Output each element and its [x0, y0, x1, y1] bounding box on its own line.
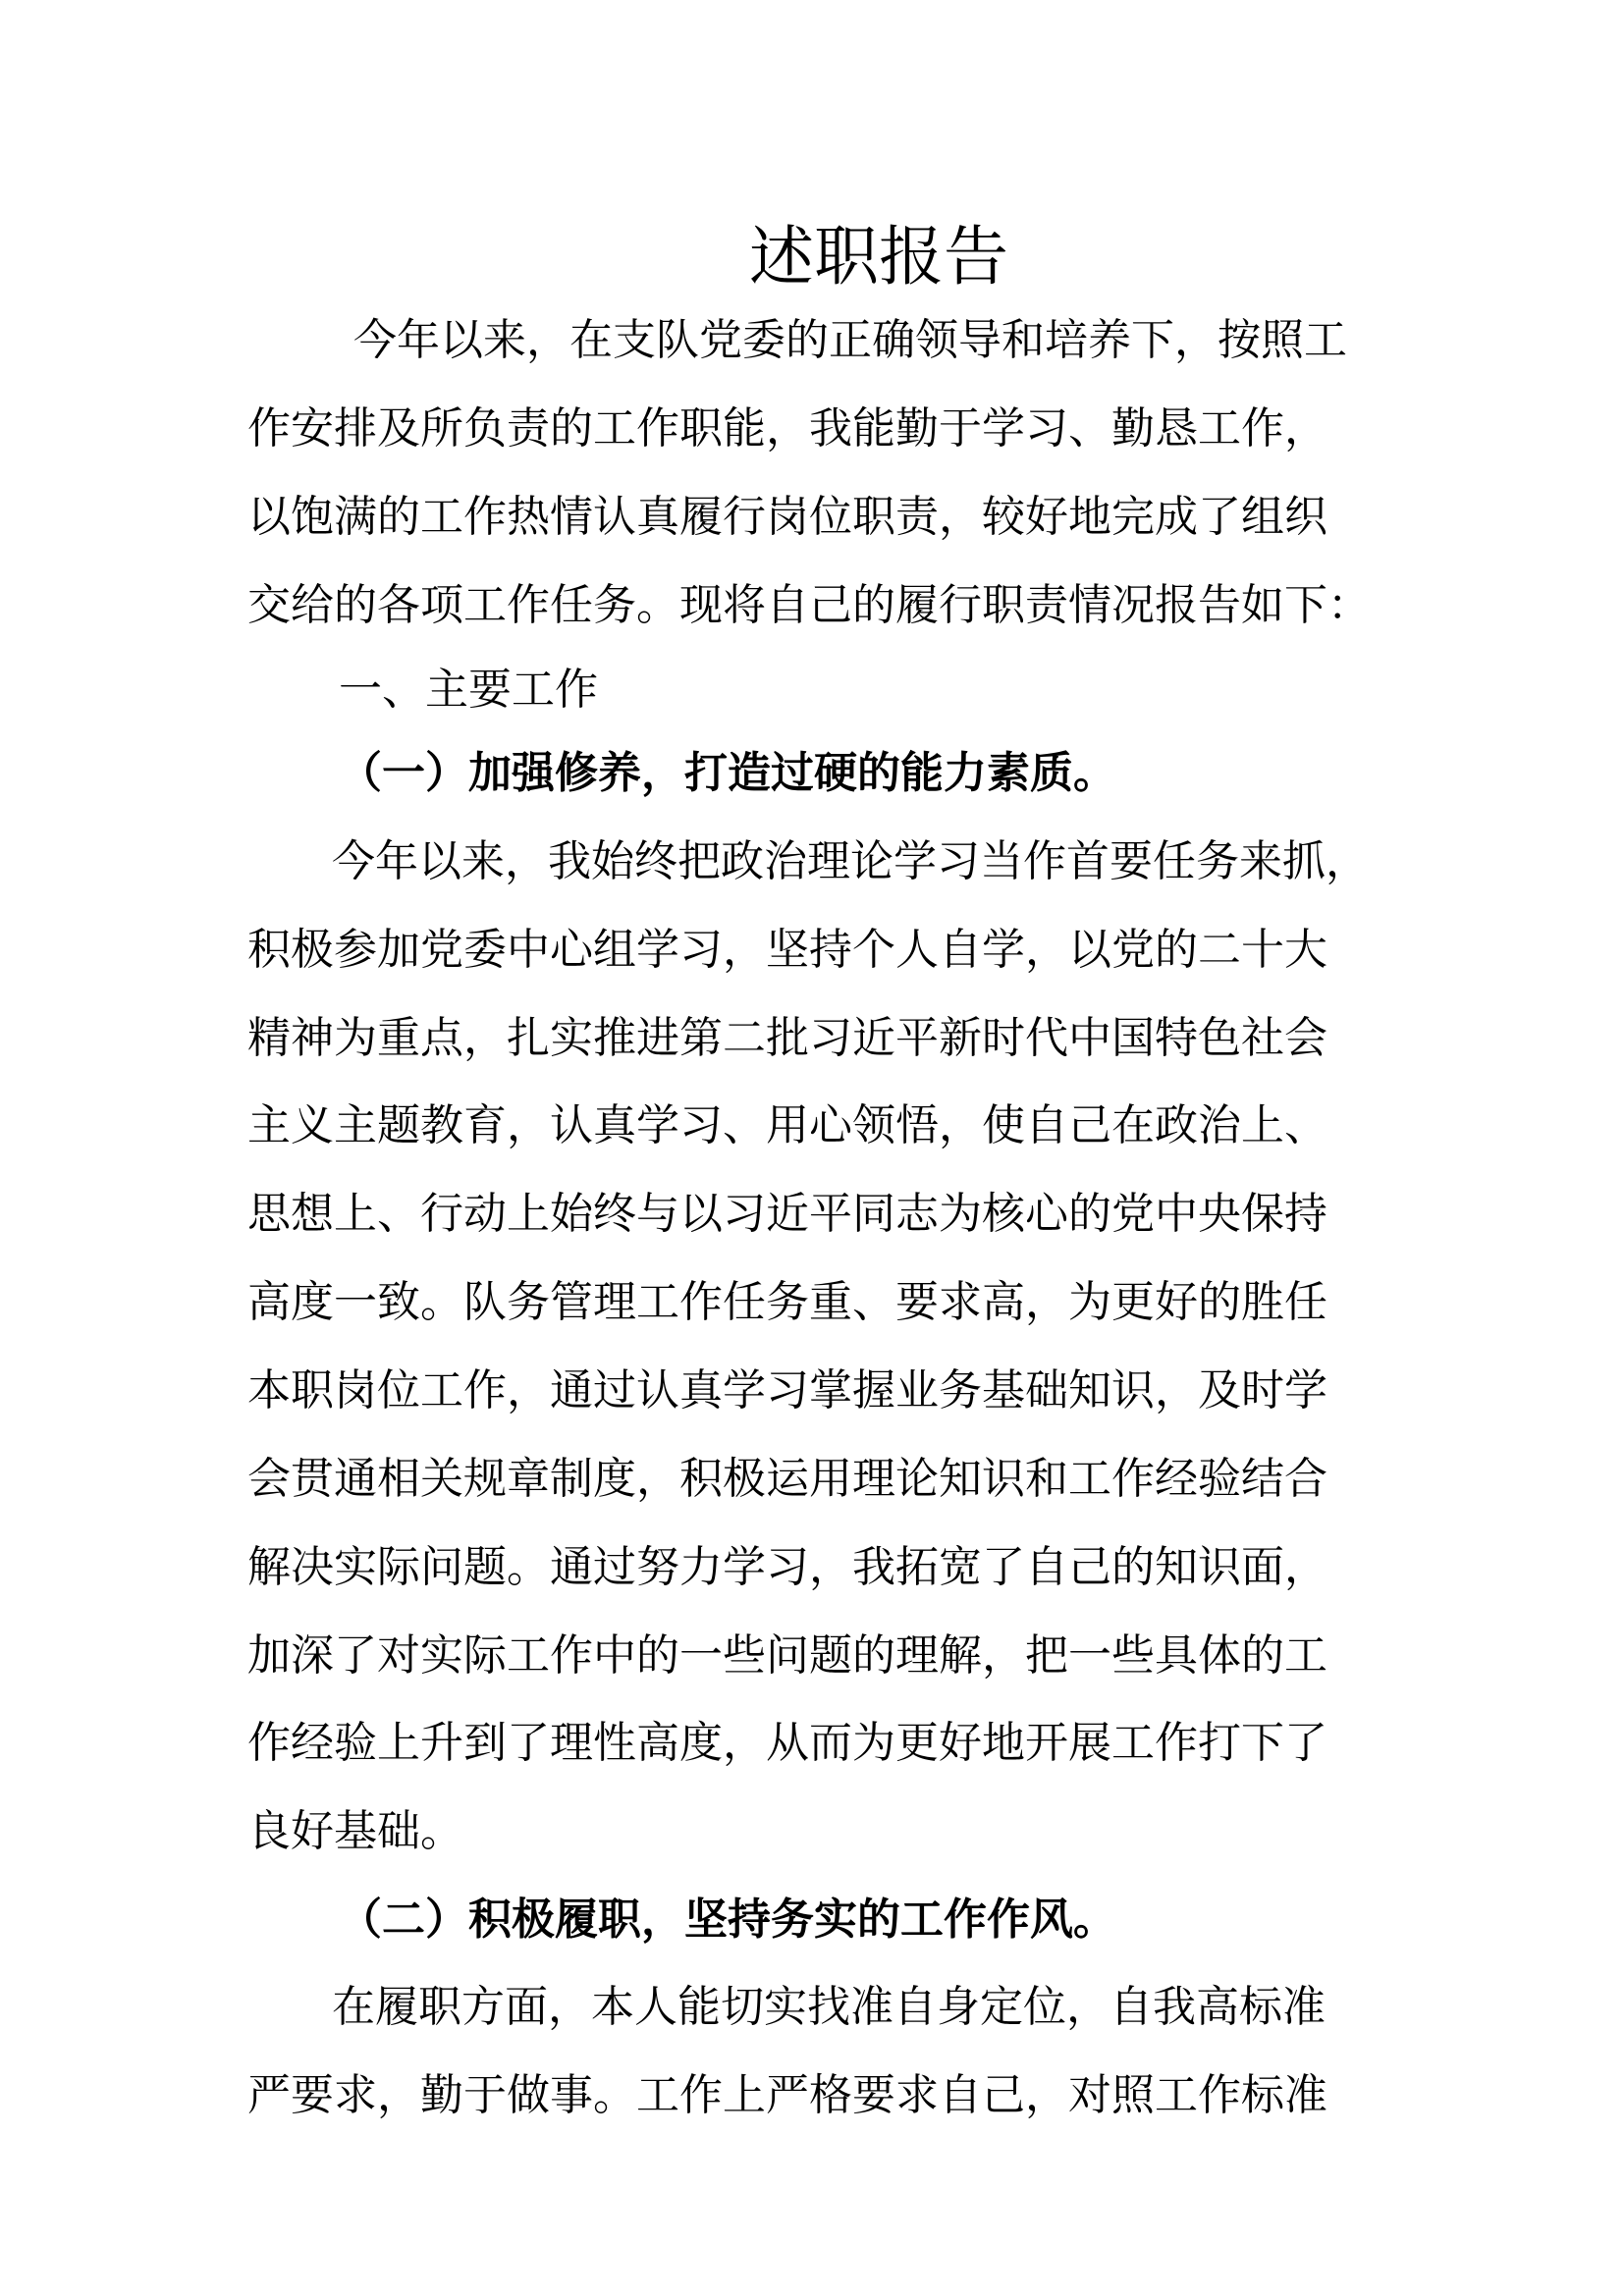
paragraph-line: 积极参加党委中心组学习，坚持个人自学，以党的二十大: [247, 925, 1327, 975]
paragraph-line: 思想上、行动上始终与以习近平同志为核心的党中央保持: [247, 1189, 1327, 1239]
paragraph-line: 在履职方面，本人能切实找准自身定位，自我高标准: [332, 1982, 1326, 2032]
paragraph-line: 加深了对实际工作中的一些问题的理解，把一些具体的工: [247, 1630, 1327, 1681]
paragraph-line: 良好基础。: [247, 1806, 463, 1856]
paragraph-line: 作安排及所负责的工作职能，我能勤于学习、勤恳工作，: [247, 403, 1327, 454]
paragraph-line: 作经验上升到了理性高度，从而为更好地开展工作打下了: [247, 1718, 1327, 1768]
subsection-heading: （二）积极履职，坚持务实的工作作风。: [339, 1895, 1116, 1945]
paragraph-line: 精神为重点，扎实推进第二批习近平新时代中国特色社会: [247, 1013, 1327, 1063]
paragraph-line: 解决实际问题。通过努力学习，我拓宽了自己的知识面，: [247, 1542, 1327, 1592]
paragraph-line: 今年以来，在支队党委的正确领导和培养下，按照工: [353, 315, 1347, 365]
paragraph-line: 严要求，勤于做事。工作上严格要求自己，对照工作标准: [247, 2070, 1327, 2120]
paragraph-line: 主义主题教育，认真学习、用心领悟，使自己在政治上、: [247, 1100, 1327, 1150]
subsection-heading: （一）加强修养，打造过硬的能力素质。: [339, 748, 1116, 798]
paragraph-line: 交给的各项工作任务。现将自己的履行职责情况报告如下：: [247, 580, 1371, 630]
section-heading: 一、主要工作: [339, 665, 598, 715]
paragraph-line: 以饱满的工作热情认真履行岗位职责，较好地完成了组织: [247, 492, 1327, 542]
paragraph-line: 本职岗位工作，通过认真学习掌握业务基础知识，及时学: [247, 1365, 1327, 1415]
paragraph-line: 会贯通相关规章制度，积极运用理论知识和工作经验结合: [247, 1454, 1327, 1504]
paragraph-line: 高度一致。队务管理工作任务重、要求高，为更好的胜任: [247, 1277, 1327, 1327]
paragraph-line: 今年以来，我始终把政治理论学习当作首要任务来抓，: [332, 836, 1369, 886]
document-title: 述职报告: [749, 219, 1008, 294]
